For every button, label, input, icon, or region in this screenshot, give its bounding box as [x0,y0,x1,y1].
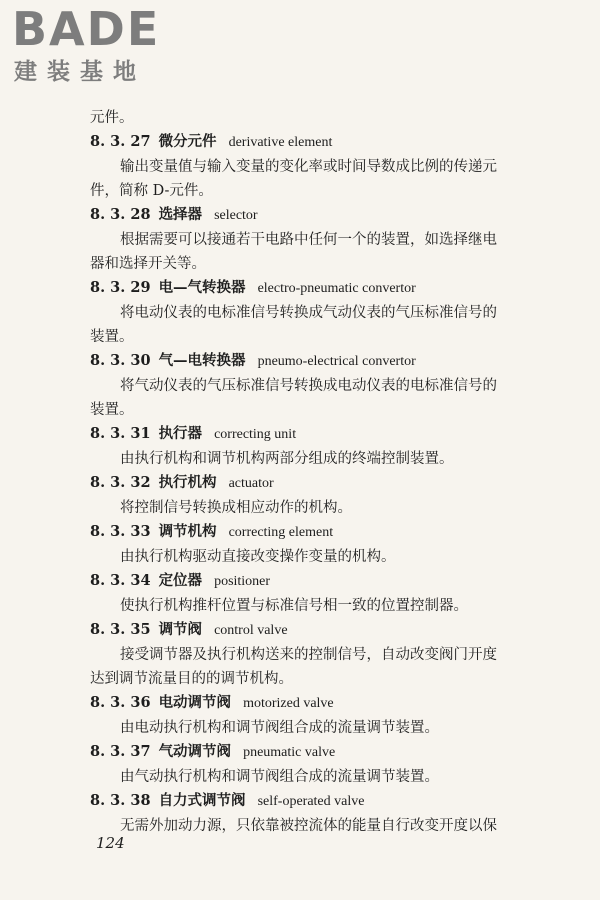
term-english: selector [214,208,258,223]
term-heading [90,740,540,765]
clause-number: 8. 3. 27 [90,133,151,150]
logo-subtitle: 建装基地 [14,59,146,85]
term-chinese: 自力式调节阀 [158,792,246,809]
term-chinese: 选择器 [158,206,203,223]
term-heading [90,276,540,301]
term-entry [90,130,540,203]
term-english: control valve [214,623,288,638]
term-chinese: 定位器 [158,572,203,589]
term-definition-line: 由电动执行机构和调节阀组合成的流量调节装置。 [120,720,439,736]
term-definition-line: 装置。 [90,329,134,345]
clause-number: 8. 3. 38 [90,792,151,809]
logo-wordmark: BADE [12,2,161,56]
term-chinese: 气动调节阀 [158,743,232,760]
term-english: positioner [214,574,271,589]
term-entry [90,740,540,789]
term-definition-line: 达到调节流量目的的调节机构。 [90,671,293,687]
term-heading [90,569,540,594]
term-definition-line: 将电动仪表的电标准信号转换成气动仪表的气压标准信号的 [120,305,497,321]
term-entry [90,569,540,618]
term-entry [90,422,540,471]
term-heading [90,691,540,716]
term-chinese: 电动调节阀 [158,694,232,711]
term-english: derivative element [228,135,333,150]
watermark-logo [12,4,182,90]
term-chinese: 执行机构 [158,474,217,491]
term-heading [90,203,540,228]
term-definition-line: 接受调节器及执行机构送来的控制信号，自动改变阀门开度 [120,647,497,663]
term-definition-line: 输出变量值与输入变量的变化率或时间导数成比例的传递元 [120,159,497,175]
term-definition-line: 由执行机构和调节机构两部分组成的终端控制装置。 [120,451,454,467]
term-entry [90,520,540,569]
term-definition-line: 由执行机构驱动直接改变操作变量的机构。 [120,549,396,565]
term-english: actuator [228,476,274,491]
clause-number: 8. 3. 36 [90,694,151,711]
clause-number: 8. 3. 35 [90,621,151,638]
term-heading [90,789,540,814]
term-chinese: 调节阀 [158,621,203,638]
term-entry [90,789,540,838]
term-chinese: 微分元件 [158,133,217,150]
clause-number: 8. 3. 29 [90,279,151,296]
term-english: correcting element [228,525,334,540]
term-english: pneumatic valve [243,745,336,760]
term-entry [90,618,540,691]
document-body [90,106,540,838]
clause-number: 8. 3. 31 [90,425,151,442]
term-chinese: 气—电转换器 [158,352,246,369]
term-definition-line: 使执行机构推杆位置与标准信号相一致的位置控制器。 [120,598,468,614]
term-heading [90,618,540,643]
term-english: correcting unit [214,427,297,442]
term-english: pneumo-electrical convertor [257,354,416,369]
term-definition-line: 根据需要可以接通若干电路中任何一个的装置，如选择继电 [120,232,497,248]
term-heading [90,130,540,155]
term-heading [90,520,540,545]
term-entry [90,276,540,349]
term-chinese: 执行器 [158,425,203,442]
term-definition-line: 无需外加动力源，只依靠被控流体的能量自行改变开度以保 [120,818,497,834]
term-entry [90,471,540,520]
term-entries [90,130,540,838]
term-heading [90,349,540,374]
term-english: motorized valve [243,696,334,711]
term-entry [90,203,540,276]
term-definition-line: 器和选择开关等。 [90,256,206,272]
term-definition-line: 将气动仪表的气压标准信号转换成电动仪表的电标准信号的 [120,378,497,394]
clause-number: 8. 3. 30 [90,352,151,369]
page-number: 124 [96,834,125,852]
term-english: self-operated valve [257,794,365,809]
clause-number: 8. 3. 32 [90,474,151,491]
clause-number: 8. 3. 33 [90,523,151,540]
term-english: electro-pneumatic convertor [257,281,416,296]
term-heading [90,422,540,447]
term-definition-line: 由气动执行机构和调节阀组合成的流量调节装置。 [120,769,439,785]
term-entry [90,691,540,740]
term-entry [90,349,540,422]
clause-number: 8. 3. 28 [90,206,151,223]
term-definition-line: 将控制信号转换成相应动作的机构。 [120,500,352,516]
term-definition-line: 件，简称 D-元件。 [90,183,213,199]
clause-number: 8. 3. 37 [90,743,151,760]
term-chinese: 调节机构 [158,523,217,540]
term-definition-line: 装置。 [90,402,134,418]
continued-text: 元件。 [90,110,134,126]
clause-number: 8. 3. 34 [90,572,151,589]
term-chinese: 电—气转换器 [158,279,246,296]
term-heading [90,471,540,496]
